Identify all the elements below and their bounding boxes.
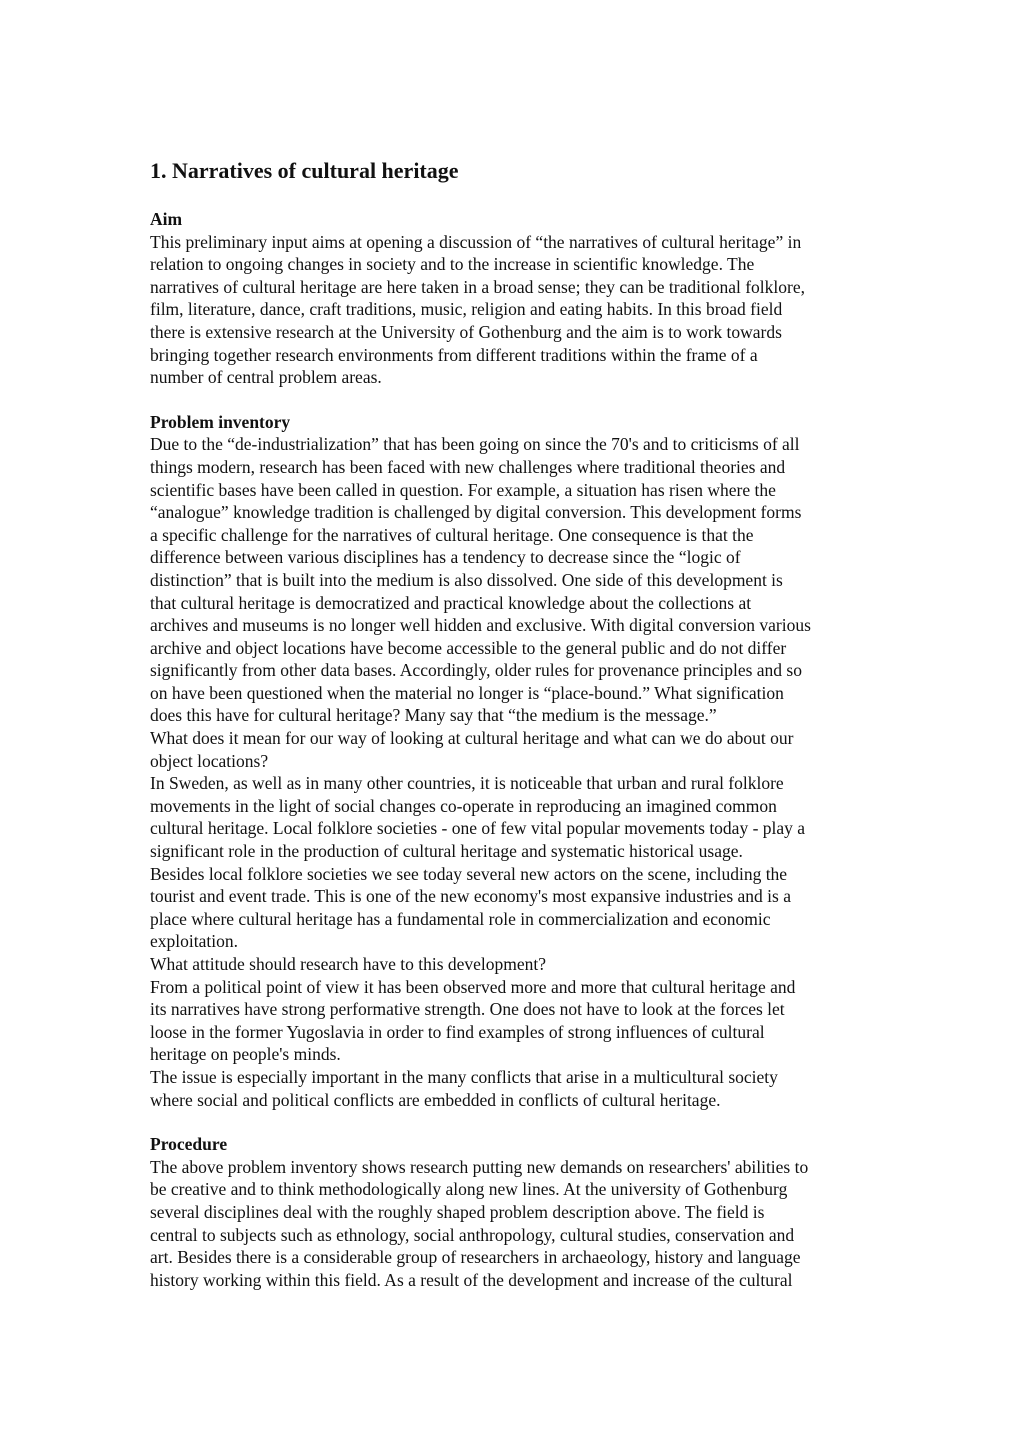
text-line: number of central problem areas. [150,367,382,388]
text-line: its narratives have strong performative strength. One does not have to look at the forces let [150,999,785,1020]
paragraph [150,1066,895,1111]
text-line: tourist and event trade. This is one of the new economy's most expansive industries and is a [150,886,791,907]
text-line: heritage on people's minds. [150,1044,341,1065]
text-line: exploitation. [150,931,238,952]
text-line: scientific bases have been called in question. For example, a situation has risen where the [150,479,776,500]
text-line: significantly from other data bases. Accordingly, older rules for provenance principles and so [150,660,802,681]
text-line: The above problem inventory shows research putting new demands on researchers' abilities to [150,1156,809,1177]
text-line: be creative and to think methodologically along new lines. At the university of Gothenburg [150,1179,788,1200]
section [150,208,895,389]
text-line: history working within this field. As a result of the development and increase of the cultural [150,1269,793,1290]
paragraph [150,231,895,389]
section-heading: Problem inventory [150,411,291,432]
text-line: In Sweden, as well as in many other countries, it is noticeable that urban and rural folklore [150,773,784,794]
text-line: significant role in the production of cultural heritage and systematic historical usage. [150,841,743,862]
text-line: place where cultural heritage has a fundamental role in commercialization and economic [150,908,771,929]
text-line: art. Besides there is a considerable group of researchers in archaeology, history and language [150,1247,801,1268]
text-line: a specific challenge for the narratives of cultural heritage. One consequence is that the [150,524,754,545]
paragraph [150,772,895,862]
text-line: does this have for cultural heritage? Many say that “the medium is the message.” [150,705,717,726]
section-heading: Procedure [150,1134,228,1155]
text-line: where social and political conflicts are embedded in conflicts of cultural heritage. [150,1089,721,1110]
text-line: archives and museums is no longer well hidden and exclusive. With digital conversion various [150,615,811,636]
section-spacer [150,1111,895,1133]
paragraph [150,1156,895,1292]
text-line: several disciplines deal with the roughly shaped problem description above. The field is [150,1201,765,1222]
text-line: film, literature, dance, craft traditions, music, religion and eating habits. In this broad field [150,299,783,320]
text-line: archive and object locations have become accessible to the general public and do not differ [150,637,787,658]
text-line: What attitude should research have to this development? [150,954,547,974]
text-line: central to subjects such as ethnology, social anthropology, cultural studies, conservation and [150,1224,795,1245]
text-line: bringing together research environments from different traditions within the frame of a [150,344,758,365]
document-title: 1. Narratives of cultural heritage [150,158,459,183]
section [150,1133,895,1291]
section [150,411,895,1111]
text-line: Due to the “de-industrialization” that has been going on since the 70's and to criticisms of all [150,434,800,455]
text-line: distinction” that is built into the medium is also dissolved. One side of this development is [150,569,783,590]
text-line: relation to ongoing changes in society and to the increase in scientific knowledge. The [150,254,755,275]
text-line: narratives of cultural heritage are here taken in a broad sense; they can be traditional folklore, [150,276,805,297]
paragraph [150,433,895,727]
text-line: The issue is especially important in the many conflicts that arise in a multicultural society [150,1066,778,1087]
document-page [150,158,895,1291]
paragraph [150,976,895,1066]
text-line: there is extensive research at the University of Gothenburg and the aim is to work towards [150,321,782,342]
text-line: Besides local folklore societies we see today several new actors on the scene, including the [150,863,788,884]
section-spacer [150,389,895,411]
text-line: object locations? [150,750,269,771]
document-body [150,208,895,1291]
text-line: cultural heritage. Local folklore societies - one of few vital popular movements today - play a [150,818,806,839]
text-line: “analogue” knowledge tradition is challenged by digital conversion. This development forms [150,502,802,523]
paragraph [150,727,895,772]
text-line: difference between various disciplines has a tendency to decrease since the “logic of [150,547,741,568]
text-line: that cultural heritage is democratized and practical knowledge about the collections at [150,592,752,613]
text-line: This preliminary input aims at opening a discussion of “the narratives of cultural heritage” in [150,231,802,252]
text-line: loose in the former Yugoslavia in order to find examples of strong influences of cultural [150,1021,765,1042]
section-heading: Aim [150,209,183,229]
text-line: movements in the light of social changes co-operate in reproducing an imagined common [150,795,777,816]
text-line: What does it mean for our way of looking at cultural heritage and what can we do about our [150,728,794,749]
paragraph [150,863,895,953]
title-spacer [150,184,895,208]
text-line: From a political point of view it has been observed more and more that cultural heritage and [150,976,796,997]
paragraph [150,953,895,976]
text-line: on have been questioned when the material no longer is “place-bound.” What signification [150,682,784,703]
text-line: things modern, research has been faced with new challenges where traditional theories and [150,456,786,477]
